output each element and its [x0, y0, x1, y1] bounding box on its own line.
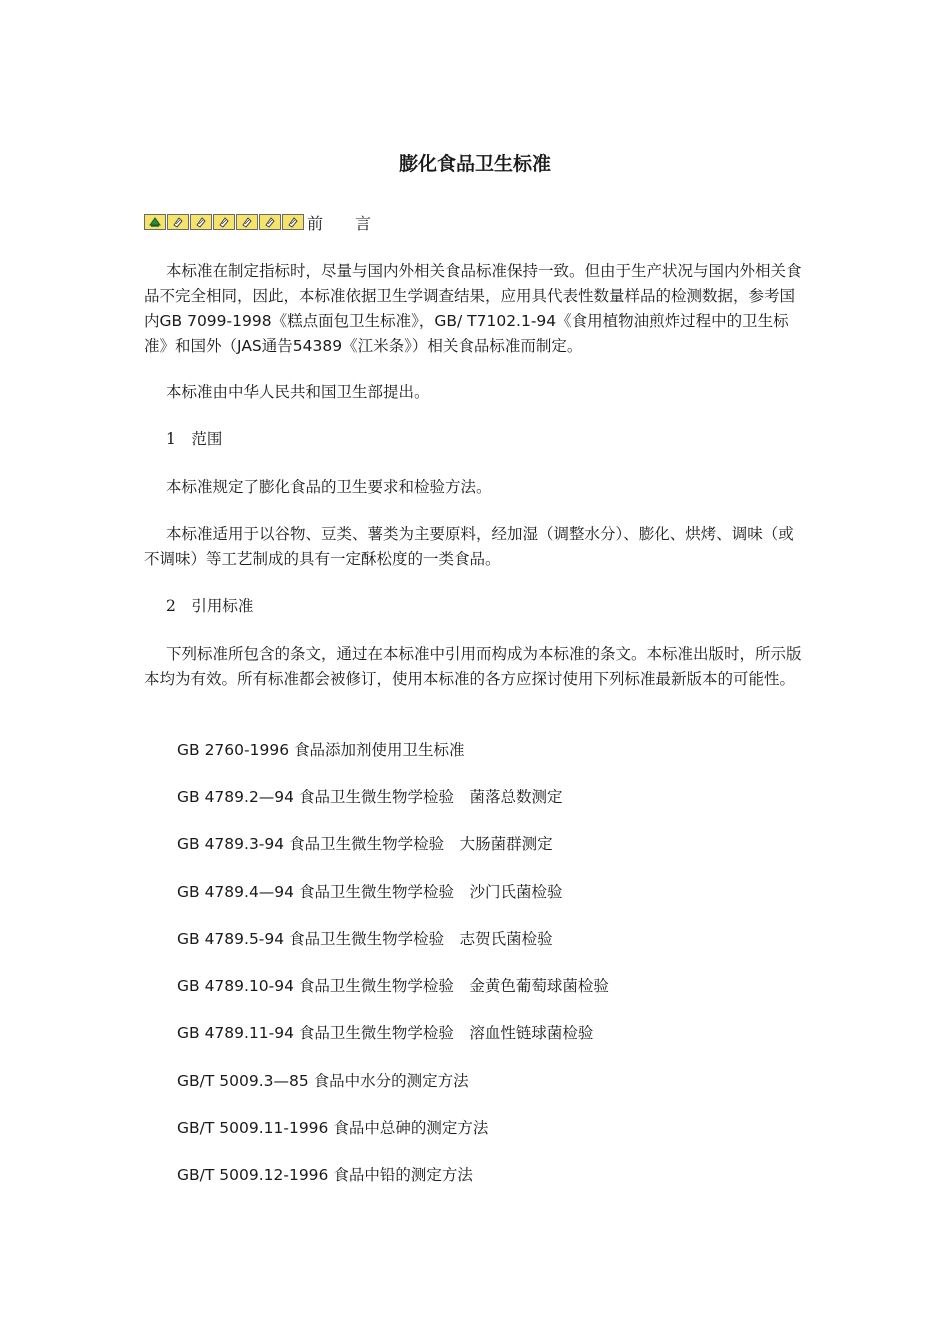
reference-item [177, 785, 562, 810]
reference-name: 食品卫生微生物学检验 金黄色葡萄球菌检验 [298, 977, 609, 995]
reference-item [177, 832, 553, 857]
reference-code: GB 4789.11-94 [177, 1024, 294, 1042]
intro-text-a: 本标准在制定指标时，尽量与国内外相关食品标准保持一致。但由于生产状况与国内外相关食品不完全相同，因此，本标准依据卫生学调查结果，应用具代表性数量样品的检测数据，参考国内 [144, 262, 802, 330]
proposer-paragraph: 本标准由中华人民共和国卫生部提出。 [166, 383, 430, 401]
ref-code-54389: 54389 [292, 337, 343, 355]
intro-text-e: 《食用植物油煎炸过程中的卫生标准》和国外（ [144, 312, 789, 355]
ref-code-gb7099: GB 7099-1998 [159, 312, 272, 330]
bookmark-icon[interactable] [259, 214, 281, 230]
reference-code: GB/T 5009.3—85 [177, 1072, 309, 1090]
ref-code-jas: JAS [237, 337, 262, 355]
reference-name: 食品添加剂使用卫生标准 [294, 741, 465, 759]
reference-name: 食品卫生微生物学检验 沙门氏菌检验 [298, 883, 563, 901]
reference-name: 食品卫生微生物学检验 大肠菌群测定 [289, 835, 553, 853]
reference-code: GB 4789.4—94 [177, 883, 295, 901]
bookmark-icon[interactable] [190, 214, 212, 230]
bookmark-icon[interactable] [282, 214, 304, 230]
reference-name: 食品中总砷的测定方法 [333, 1119, 489, 1137]
preface-heading: 前 言 [307, 213, 372, 233]
bookmark-icon[interactable] [236, 214, 258, 230]
reference-name: 食品卫生微生物学检验 志贺氏菌检验 [289, 930, 553, 948]
reference-code: GB/T 5009.11-1996 [177, 1119, 329, 1137]
ref-code-gbt7102: GB/ T7102.1-94 [434, 312, 557, 330]
document-title: 膨化食品卫生标准 [398, 153, 551, 175]
reference-name: 食品中水分的测定方法 [313, 1072, 469, 1090]
reference-item [177, 1116, 488, 1141]
scope-paragraph-2: 本标准适用于以谷物、豆类、薯类为主要原料，经加湿（调整水分）、膨化、烘烤、调味（或不调味）等工艺制成的具有一定酥松度的一类食品。 [144, 525, 794, 568]
reference-code: GB 4789.3-94 [177, 835, 285, 853]
bookmark-icon[interactable] [213, 214, 235, 230]
intro-text-g: 通告 [261, 337, 293, 355]
intro-text-c: 《糕点面包卫生标准》， [271, 312, 435, 330]
reference-code: GB/T 5009.12-1996 [177, 1166, 329, 1184]
reference-code: GB 4789.10-94 [177, 977, 294, 995]
reference-name: 食品中铅的测定方法 [333, 1166, 473, 1184]
section-heading-references: 2 引用标准 [166, 597, 254, 615]
bookmark-icon[interactable] [167, 214, 189, 230]
reference-code: GB 4789.5-94 [177, 930, 285, 948]
toc-icon-strip [144, 214, 305, 230]
reference-code: GB 2760-1996 [177, 741, 290, 759]
references-intro-paragraph: 下列标准所包含的条文，通过在本标准中引用而构成为本标准的条文。本标准出版时，所示版本均为有效。所有标准都会被修订，使用本标准的各方应探讨使用下列标准最新版本的可能性。 [144, 645, 802, 688]
reference-item [177, 1021, 593, 1046]
scope-paragraph-1: 本标准规定了膨化食品的卫生要求和检验方法。 [166, 478, 492, 496]
bookmark-open-icon[interactable] [144, 214, 166, 230]
reference-name: 食品卫生微生物学检验 溶血性链球菌检验 [298, 1024, 594, 1042]
reference-item [177, 880, 562, 905]
intro-text-i: 《江米条》）相关食品标准而制定。 [342, 337, 583, 355]
reference-name: 食品卫生微生物学检验 菌落总数测定 [298, 788, 563, 806]
reference-item [177, 738, 465, 763]
reference-item [177, 1069, 469, 1094]
reference-item [177, 1163, 473, 1188]
reference-item [177, 974, 609, 999]
reference-code: GB 4789.2—94 [177, 788, 295, 806]
preface-heading-row [144, 211, 371, 233]
section-heading-scope: 1 范围 [166, 430, 223, 448]
reference-item [177, 927, 553, 952]
intro-paragraph [144, 259, 806, 359]
